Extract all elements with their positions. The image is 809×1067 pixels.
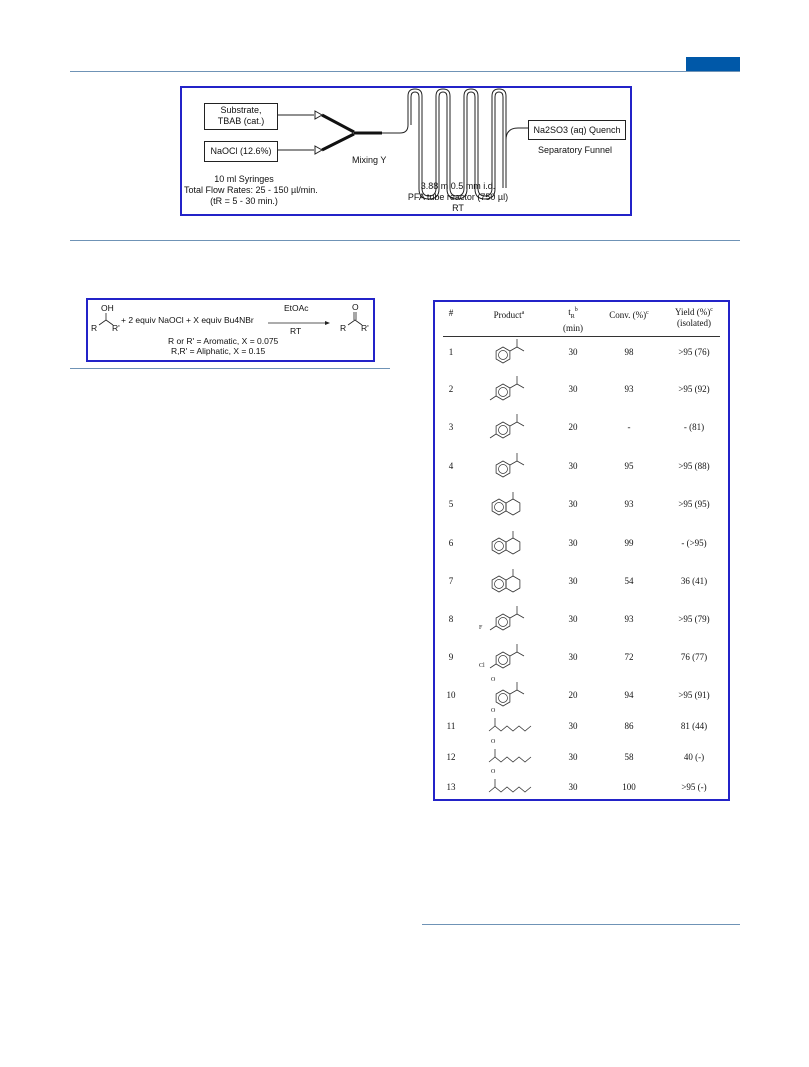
row-conversion: 86 xyxy=(624,721,634,731)
quench-label: Na2SO3 (aq) Quench xyxy=(533,125,621,135)
rxn-bottom-rule xyxy=(70,368,390,369)
r-label: R xyxy=(91,323,98,333)
row-yield: 40 (-) xyxy=(683,752,705,762)
row-conversion: 93 xyxy=(624,384,634,394)
row-conversion: - xyxy=(627,422,631,432)
row-yield: 81 (44) xyxy=(680,721,708,731)
r-prime-label: R' xyxy=(112,323,120,333)
4-chloroacetophenone-icon xyxy=(485,640,541,672)
syringe-info: 10 ml Syringes Total Flow Rates: 25 - 150 µl/min. (tR = 5 - 30 min.) xyxy=(184,174,318,206)
row-tr: 20 xyxy=(568,690,578,700)
row-conversion: 72 xyxy=(624,652,634,662)
tbab-label: TBAB (cat.) xyxy=(217,116,265,126)
row-conversion: 100 xyxy=(622,782,636,792)
row-yield: - (81) xyxy=(683,422,705,432)
row-conversion: 54 xyxy=(624,576,634,586)
row-yield: >95 (76) xyxy=(678,347,710,357)
solvent-label: EtOAc xyxy=(284,303,309,313)
row-number: 12 xyxy=(446,752,456,762)
header-tr: $t_R^b$ (min) xyxy=(563,307,583,333)
row-conversion: 99 xyxy=(624,538,634,548)
row-number: 13 xyxy=(446,782,456,792)
header-product: Product$^a$ xyxy=(493,310,525,320)
reactor-info: 3.88 m 0.5 mm i.d. PFA tube reactor (750 µl) RT xyxy=(407,181,509,213)
row-number: 10 xyxy=(446,690,456,700)
naocl-label: NaOCl (12.6%) xyxy=(210,146,272,156)
4-methylacetophenone-icon xyxy=(485,372,541,404)
structure-atom-label: O xyxy=(491,677,496,683)
row-number: 1 xyxy=(448,347,454,357)
row-conversion: 93 xyxy=(624,499,634,509)
temperature-label: RT xyxy=(290,326,302,336)
row-number: 3 xyxy=(448,422,454,432)
row-conversion: 94 xyxy=(624,690,634,700)
page-bottom-rule xyxy=(422,924,740,925)
row-tr: 30 xyxy=(568,782,578,792)
condition-aliphatic: R,R' = Aliphatic, X = 0.15 xyxy=(171,346,266,356)
row-tr: 30 xyxy=(568,499,578,509)
row-yield: >95 (88) xyxy=(678,461,710,471)
row-tr: 30 xyxy=(568,721,578,731)
row-yield: >95 (91) xyxy=(678,690,710,700)
condition-aromatic: R or R' = Aromatic, X = 0.075 xyxy=(168,336,279,346)
row-tr: 30 xyxy=(568,347,578,357)
reaction-scheme xyxy=(86,298,375,362)
row-yield: >95 (95) xyxy=(678,499,710,509)
row-yield: - (>95) xyxy=(681,538,707,548)
row-tr: 30 xyxy=(568,538,578,548)
quench-box xyxy=(528,120,626,140)
4-methoxyacetophenone-icon xyxy=(485,410,541,442)
row-number: 4 xyxy=(448,461,454,471)
row-tr: 30 xyxy=(568,752,578,762)
row-tr: 20 xyxy=(568,422,578,432)
mixing-y-label: Mixing Y xyxy=(352,155,387,165)
row-number: 9 xyxy=(448,652,454,662)
indanone-icon xyxy=(485,564,541,596)
row-yield: >95 (-) xyxy=(681,782,707,792)
structure-atom-label: O xyxy=(491,739,496,745)
product-r-prime-label: R' xyxy=(361,323,369,333)
results-table xyxy=(433,300,730,801)
structure-atom-label: O xyxy=(491,769,496,775)
naocl-syringe-box xyxy=(204,141,278,162)
row-conversion: 93 xyxy=(624,614,634,624)
structure-atom-label: F xyxy=(479,625,483,631)
row-tr: 30 xyxy=(568,614,578,624)
structure-atom-label: Cl xyxy=(479,663,485,669)
row-tr: 30 xyxy=(568,652,578,662)
tetralone-icon xyxy=(485,487,541,519)
header-yield: Yield (%)$^c$ (isolated) xyxy=(675,307,713,328)
scheme-bottom-rule xyxy=(70,240,740,241)
row-yield: 36 (41) xyxy=(680,576,708,586)
4-fluoroacetophenone-icon xyxy=(485,602,541,634)
oh-label: OH xyxy=(101,303,114,313)
o-label: O xyxy=(352,302,359,312)
row-number: 6 xyxy=(448,538,454,548)
substrate-label: Substrate, xyxy=(220,105,262,115)
acetophenone-icon xyxy=(485,335,541,367)
separatory-funnel-label: Separatory Funnel xyxy=(538,145,613,155)
row-tr: 30 xyxy=(568,576,578,586)
chromanone-icon xyxy=(485,526,541,558)
header-conv: Conv. (%)$^c$ xyxy=(609,310,649,320)
flow-setup-scheme xyxy=(180,86,632,216)
row-tr: 30 xyxy=(568,461,578,471)
row-conversion: 98 xyxy=(624,347,634,357)
top-rule xyxy=(70,71,740,72)
row-yield: >95 (92) xyxy=(678,384,710,394)
row-tr: 30 xyxy=(568,384,578,394)
product-r-label: R xyxy=(340,323,347,333)
row-conversion: 95 xyxy=(624,461,634,471)
row-number: 8 xyxy=(448,614,454,624)
row-conversion: 58 xyxy=(624,752,634,762)
row-yield: 76 (77) xyxy=(680,652,708,662)
header-num: # xyxy=(448,308,454,318)
journal-tab-marker xyxy=(686,57,740,71)
row-number: 5 xyxy=(448,499,454,509)
row-number: 11 xyxy=(446,721,456,731)
structure-atom-label: O xyxy=(491,708,496,714)
reagents-label: + 2 equiv NaOCl + X equiv Bu4NBr xyxy=(121,315,254,325)
row-number: 7 xyxy=(448,576,454,586)
cyclopropyl-phenyl-ketone-icon xyxy=(485,449,541,481)
row-number: 2 xyxy=(448,384,454,394)
row-yield: >95 (79) xyxy=(678,614,710,624)
substrate-syringe-box xyxy=(204,103,278,130)
